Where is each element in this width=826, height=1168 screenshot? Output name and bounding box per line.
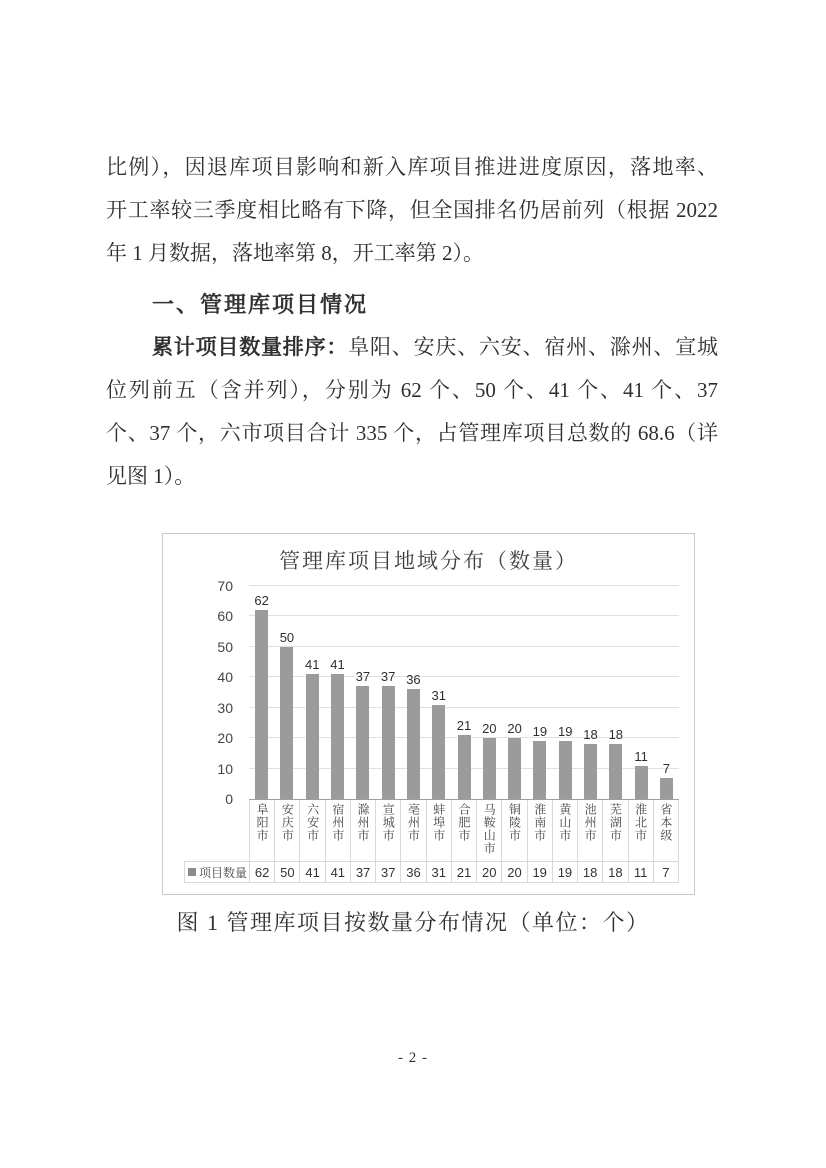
y-axis [163,578,241,807]
y-axis-tick-label: 10 [217,760,233,777]
paragraph-line: 开工率较三季度相比略有下降，但全国排名仍居前列（根据 2022 [106,198,718,222]
bar-value-label: 20 [507,721,522,737]
paragraph-line [106,326,718,369]
bar-value-label: 18 [583,727,598,743]
figure-bar-chart [162,533,695,895]
table-value-cell: 41 [326,862,351,882]
x-axis-label-text: 芜湖市 [608,803,623,842]
table-value-cell: 62 [250,862,275,882]
bar-value-label: 36 [406,672,421,688]
bar-column [451,586,476,799]
bar [609,744,622,799]
bar [559,741,572,799]
bar-value-label: 18 [608,727,624,743]
bar [255,610,268,799]
y-axis-tick-label: 50 [217,638,233,655]
bar [584,744,597,799]
bar-column [274,586,299,799]
bar-column [249,586,274,799]
x-axis-label-text: 合肥市 [456,803,471,842]
bar-column [654,586,679,799]
x-axis-label [628,800,653,861]
paragraph-line: 比例），因退库项目影响和新入库项目推进进度原因，落地率、 [106,155,718,179]
table-value-cell: 41 [300,862,325,882]
x-axis-label-text: 宿州市 [330,803,345,842]
x-axis-label-text: 宣城市 [381,803,396,842]
table-value-cell: 19 [553,862,578,882]
bar-column [502,586,527,799]
bar [407,689,420,799]
paragraph-line: 位列前五（含并列），分别为 62 个、50 个、41 个、41 个、37 [106,378,718,402]
bar-column [300,586,325,799]
x-axis-label-text: 省本级 [658,803,673,842]
bar-column [426,586,451,799]
x-axis-label-text: 铜陵市 [507,803,522,842]
figure-caption: 图 1 管理库项目按数量分布情况（单位：个） [176,910,650,935]
bar-value-label: 37 [380,669,396,685]
bar-column [350,586,375,799]
bar-value-label: 37 [355,669,371,685]
table-value-cell: 37 [351,862,376,882]
bar [306,674,319,799]
bar [635,766,648,799]
x-axis-label [653,800,679,861]
bar-column [375,586,400,799]
table-value-cell: 18 [603,862,628,882]
x-axis-label-text: 池州市 [583,803,598,842]
table-value-cell: 21 [452,862,477,882]
table-value-cell: 11 [629,862,654,882]
bar-value-label: 31 [431,687,446,703]
chart-title: 管理库项目地域分布（数量） [279,550,578,573]
x-axis-label [577,800,602,861]
x-axis-label-text: 六安市 [305,803,320,842]
y-axis-tick-label: 40 [217,669,233,686]
bar [508,738,521,799]
bar-value-label: 20 [482,721,497,737]
bar-value-label: 19 [532,724,548,740]
x-axis-label-text: 黄山市 [557,803,572,842]
x-axis-label [299,800,324,861]
bar-column [628,586,653,799]
x-axis-label [426,800,451,861]
legend-cell [185,862,250,882]
bar-column [527,586,552,799]
bars [249,586,679,799]
x-axis-label [400,800,425,861]
paragraph-2 [106,326,718,498]
bar-value-label: 21 [456,718,472,734]
bar [280,647,293,799]
x-axis-label-text: 淮南市 [532,803,547,842]
paragraph-line: 个、37 个，六市项目合计 335 个，占管理库项目总数的 68.6（详 [106,421,718,445]
bar-value-label: 7 [662,760,671,776]
x-axis-label [451,800,476,861]
table-value-cell: 20 [502,862,527,882]
bar-column [578,586,603,799]
section-heading: 一、管理库项目情况 [152,292,369,317]
x-axis-labels [249,800,679,861]
series-swatch-icon [188,868,196,876]
bar [483,738,496,799]
x-axis-label-text: 马鞍山市 [482,803,497,855]
bar [382,686,395,799]
plot-area [249,586,679,800]
bar-column [477,586,502,799]
x-axis-label [527,800,552,861]
bar [356,686,369,799]
y-axis-tick-label: 30 [217,699,233,716]
table-value-cell: 31 [427,862,452,882]
paragraph-line: 见图 1）。 [106,464,196,488]
y-axis-tick-label: 0 [225,791,233,807]
table-value-cell: 20 [477,862,502,882]
y-axis-tick-label: 70 [217,578,233,594]
bar [432,705,445,799]
paragraph-line: 年 1 月数据，落地率第 8，开工率第 2）。 [106,241,484,265]
bar-column [553,586,578,799]
bar-value-label: 50 [279,629,295,645]
x-axis-label-text: 阜阳市 [255,803,270,842]
table-value-cell: 19 [528,862,553,882]
x-axis-label [350,800,375,861]
bar-column [325,586,350,799]
table-value-cell: 18 [578,862,603,882]
bar-value-label: 11 [634,748,648,764]
x-axis-label-text: 安庆市 [280,803,295,842]
x-axis-label [274,800,299,861]
bar-column [603,586,628,799]
bar-value-label: 41 [305,657,320,673]
x-axis-label [325,800,350,861]
page-number: - 2 - [398,1050,428,1066]
bar-value-label: 41 [330,657,345,673]
x-axis-label [375,800,400,861]
x-axis-label-text: 滁州市 [356,803,371,842]
x-axis-label-text: 蚌埠市 [431,803,446,842]
data-table-row [184,861,679,883]
bar-value-label: 62 [254,593,269,609]
paragraph-line-text: 阜阳、安庆、六安、宿州、滁州、宣城 [348,335,719,359]
bar-column [401,586,426,799]
y-axis-tick-label: 60 [217,608,233,625]
y-axis-tick-label: 20 [217,730,233,747]
x-axis-label [501,800,526,861]
bar [331,674,344,799]
table-value-cell: 37 [376,862,401,882]
legend-label: 项目数量 [199,865,248,880]
x-axis-label [476,800,501,861]
x-axis-label [552,800,577,861]
paragraph-lead-bold: 累计项目数量排序： [152,335,349,359]
paragraph-1 [106,146,718,275]
x-axis-label-text: 淮北市 [633,803,648,842]
table-value-cell: 7 [662,864,670,880]
x-axis-label-text: 亳州市 [406,803,421,842]
bar-value-label: 19 [557,724,573,740]
bar [660,778,673,799]
table-value-cell: 36 [401,862,426,882]
x-axis-label [249,800,274,861]
x-axis-label [602,800,627,861]
bar [533,741,546,799]
table-values [250,862,678,882]
bar [458,735,471,799]
table-value-cell: 50 [275,862,300,882]
